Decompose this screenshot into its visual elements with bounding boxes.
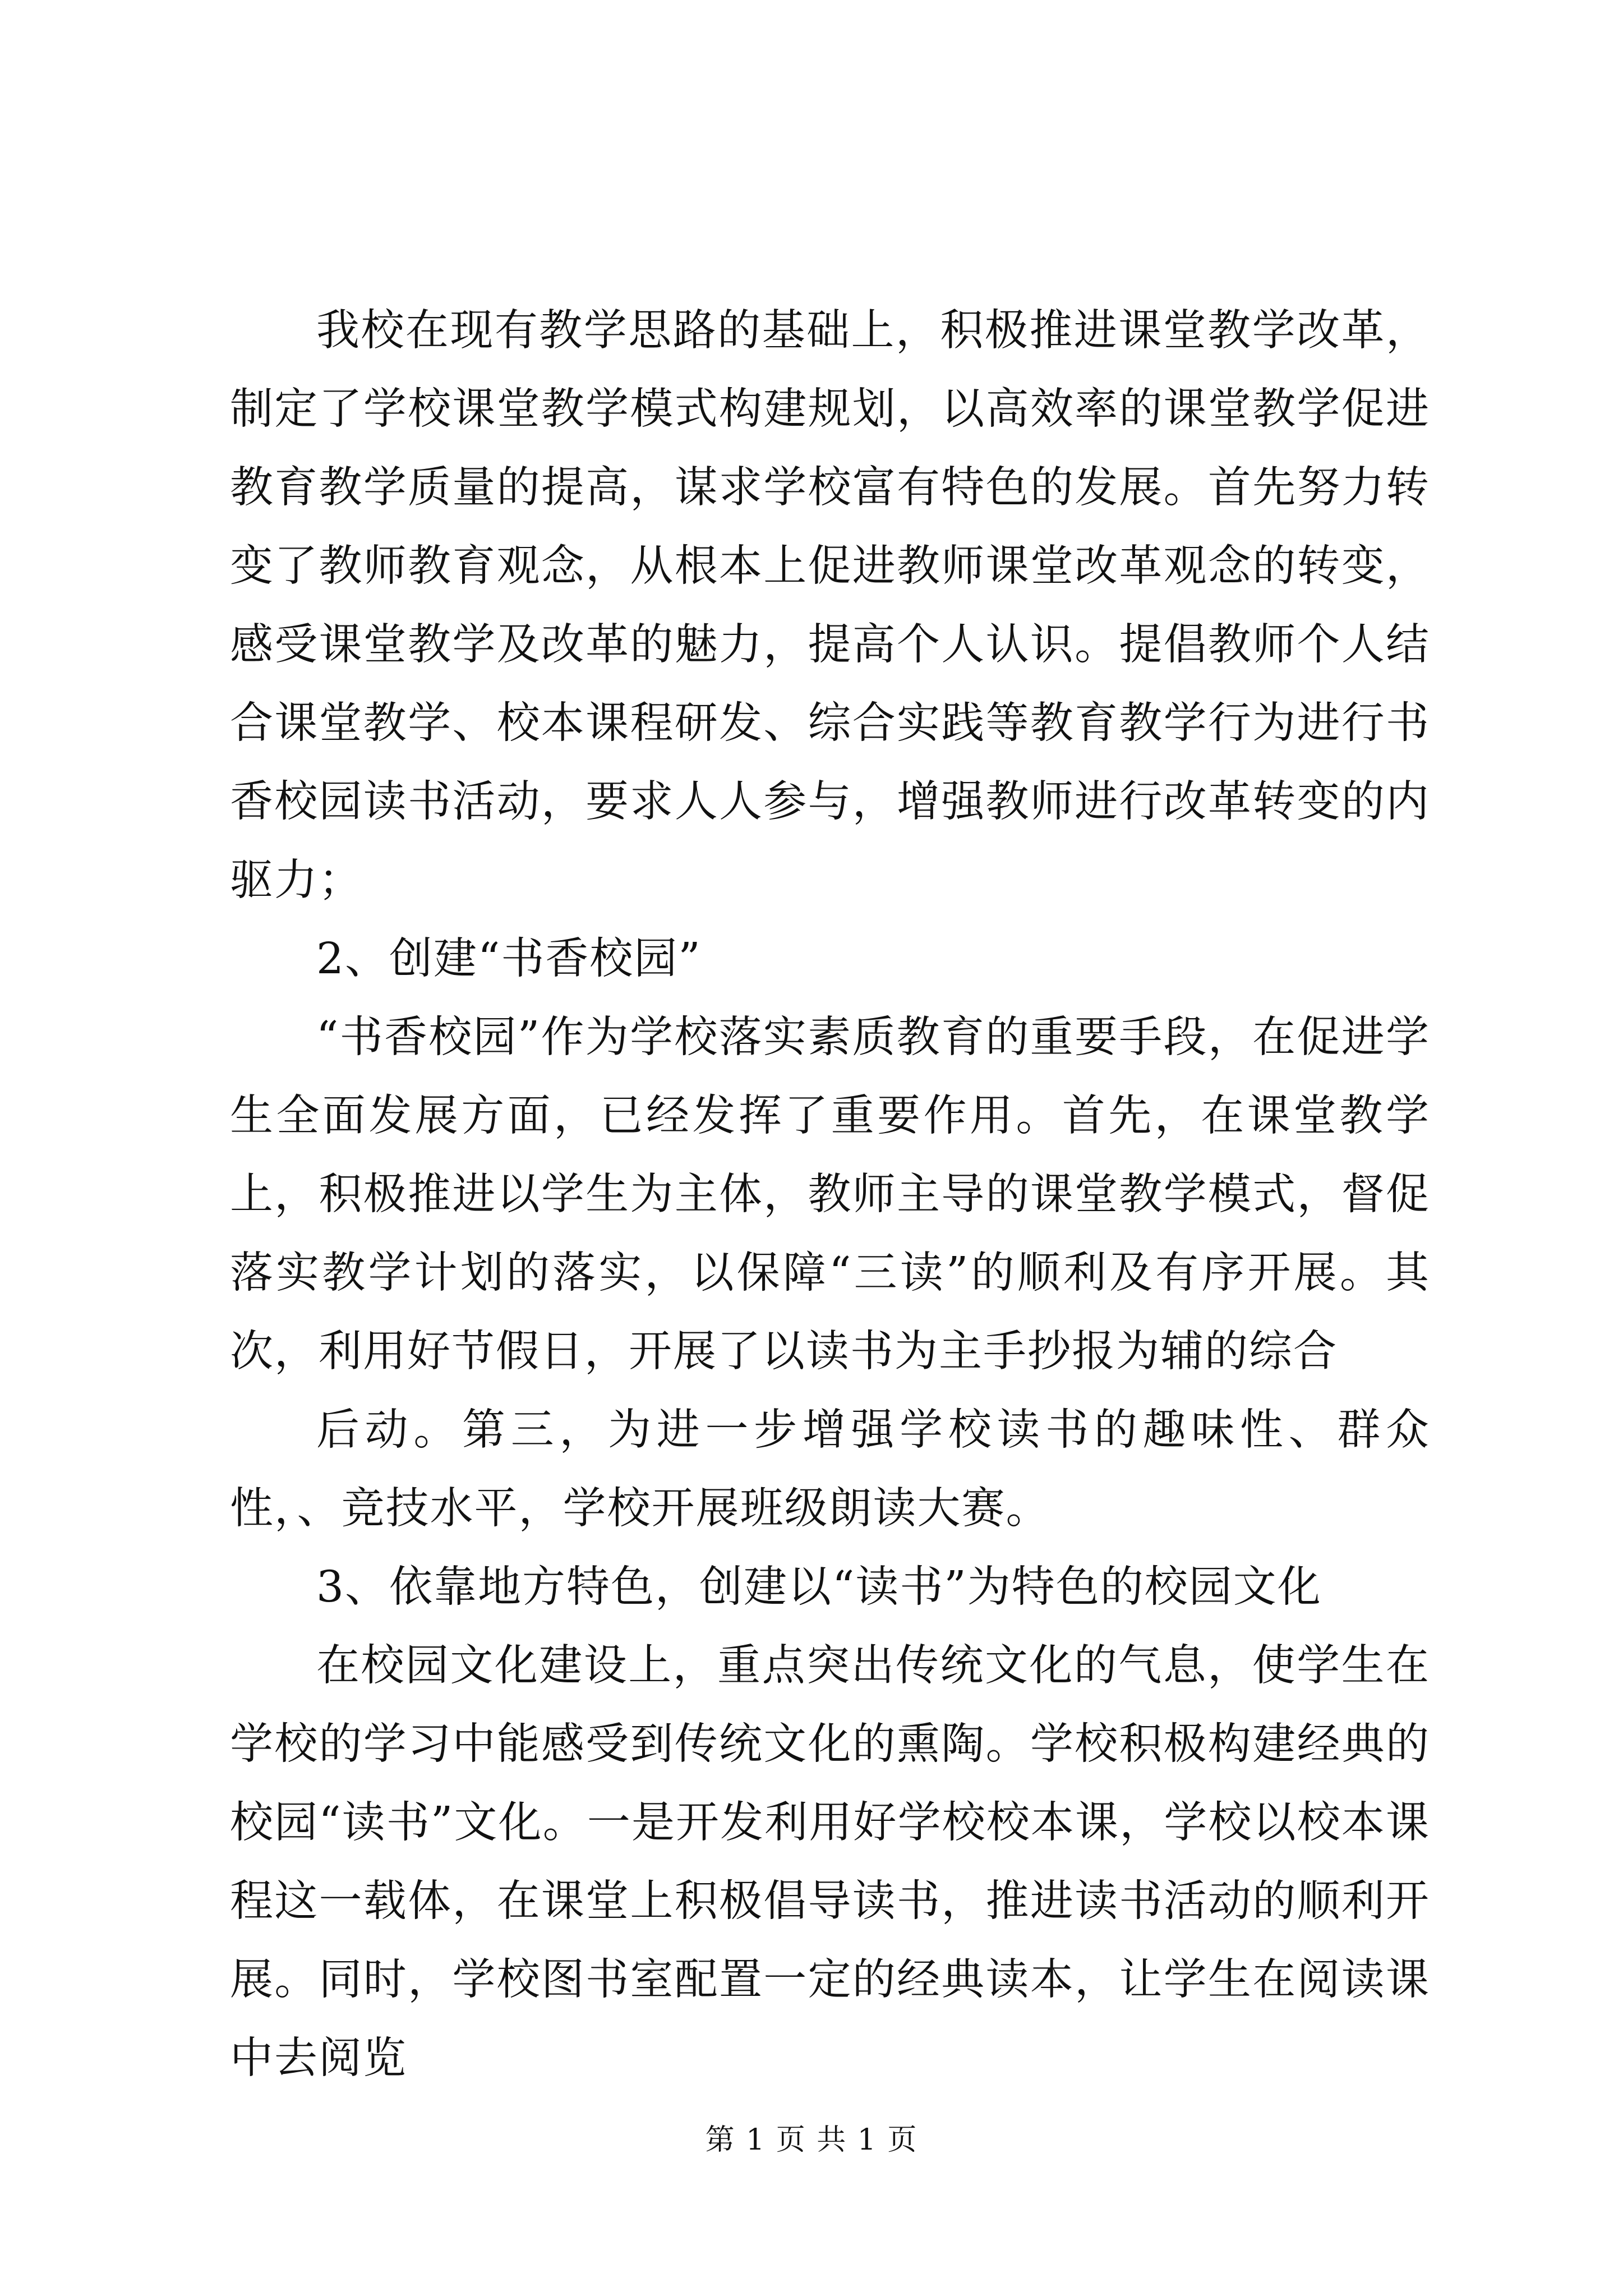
paragraph-teaching-reform: 我校在现有教学思路的基础上，积极推进课堂教学改革，制定了学校课堂教学模式构建规划，以高效率的课堂教学促进教育教学质量的提高，谋求学校富有特色的发展。首先努力转变了教师教育观念，从根本上促进教师课堂改革观念的转变，感受课堂教学及改革的魅力，提高个人认识。提倡教师个人结合课堂教学、校本课程研发、综合实践等教育教学行为进行书香校园读书活动，要求人人参与，增强教师进行改革转变的内驱力；: [230, 306, 1430, 905]
paragraph-campus-culture: 在校园文化建设上，重点突出传统文化的气息，使学生在学校的学习中能感受到传统文化的熏陶。学校积极构建经典的校园“读书”文化。一是开发利用好学校校本课，学校以校本课程这一载体，在课堂上积极倡导读书，推进读书活动的顺利开展。同时，学校图书室配置一定的经典读本，让学生在阅读课中去阅览: [230, 1641, 1430, 2083]
section-heading-2: 2、创建“书香校园”: [316, 934, 702, 984]
section-heading-3: 3、依靠地方特色，创建以“读书”为特色的校园文化: [316, 1562, 1322, 1612]
paragraph-reading-contest: 后动。第三，为进一步增强学校读书的趣味性、群众性，、竞技水平，学校开展班级朗读大赛。: [230, 1405, 1430, 1534]
document-body: [230, 292, 1430, 2098]
paragraph-shuxiang-campus: “书香校园”作为学校落实素质教育的重要手段，在促进学生全面发展方面，已经发挥了重要作用。首先，在课堂教学上，积极推进以学生为主体，教师主导的课堂教学模式，督促落实教学计划的落实，以保障“三读”的顺利及有序开展。其次，利用好节假日，开展了以读书为主手抄报为辅的综合: [230, 1013, 1430, 1377]
page-footer: 第 1 页 共 1 页: [705, 2123, 918, 2157]
